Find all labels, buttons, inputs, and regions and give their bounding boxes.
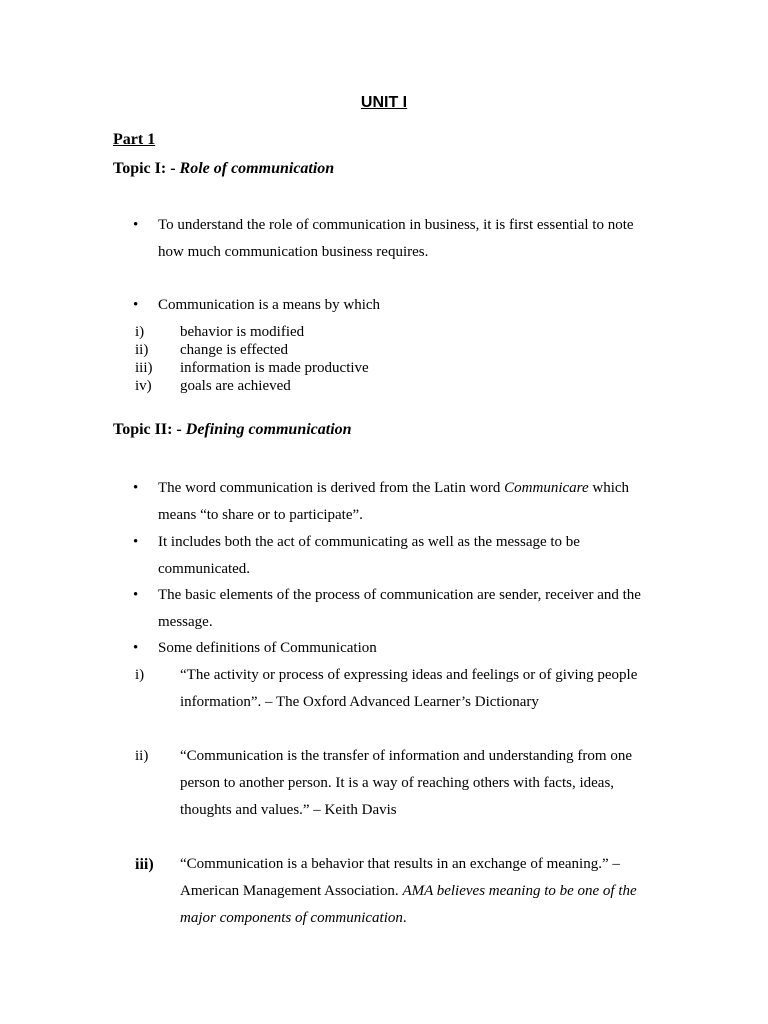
list-text: behavior is modified	[180, 324, 305, 340]
bullet-icon: •	[133, 534, 139, 550]
definition-text: “Communication is the transfer of information and understanding from one person to another person. It is a way of reaching others with facts, ideas, thoughts and values.” – Keith Davis	[180, 748, 632, 818]
bullet-text: The word communication is derived from the Latin word Communicare which means “to share or to participate”.	[158, 480, 630, 523]
definition-text: “The activity or process of expressing ideas and feelings or of giving people information”. – The Oxford Advanced Learner’s Dictionary	[180, 667, 638, 710]
topic-2-prefix: Topic II: -	[113, 421, 186, 438]
topic-2-title: Defining communication	[185, 421, 352, 438]
list-text: goals are achieved	[180, 378, 291, 394]
topic-1-heading	[113, 160, 334, 178]
topic-1-title: Role of communication	[179, 160, 335, 177]
list-text: information is made productive	[180, 360, 369, 376]
list-number: iv)	[135, 378, 152, 394]
topic-1-prefix: Topic I: -	[113, 160, 180, 177]
latin-word: Communicare	[504, 480, 589, 496]
bullet-icon: •	[133, 297, 139, 313]
topic-2-heading	[113, 421, 352, 439]
bullet-text: It includes both the act of communicating as well as the message to be communicated.	[158, 534, 580, 577]
ama-note: AMA believes meaning to be one of the major components of communication	[180, 883, 637, 926]
list-number: iii)	[135, 360, 153, 376]
list-number: iii)	[135, 856, 154, 873]
bullet-icon: •	[133, 640, 139, 656]
bullet-text: Communication is a means by which	[158, 297, 381, 313]
bullet-icon: •	[133, 217, 139, 233]
bullet-text: To understand the role of communication in business, it is first essential to note how much communication business requires.	[158, 217, 634, 260]
definition-text: “Communication is a behavior that results in an exchange of meaning.” – American Management Association. AMA believes meaning to be one of the major components of communication.	[180, 856, 637, 926]
list-number: ii)	[135, 748, 149, 764]
bullet-text: The basic elements of the process of communication are sender, receiver and the message.	[158, 587, 641, 630]
list-number: i)	[135, 667, 145, 683]
part-heading: Part 1	[113, 131, 156, 148]
list-text: change is effected	[180, 342, 288, 358]
bullet-icon: •	[133, 480, 139, 496]
unit-title: UNIT I	[360, 94, 408, 111]
list-number: ii)	[135, 342, 149, 358]
bullet-text: Some definitions of Communication	[158, 640, 377, 656]
bullet-icon: •	[133, 587, 139, 603]
list-number: i)	[135, 324, 145, 340]
